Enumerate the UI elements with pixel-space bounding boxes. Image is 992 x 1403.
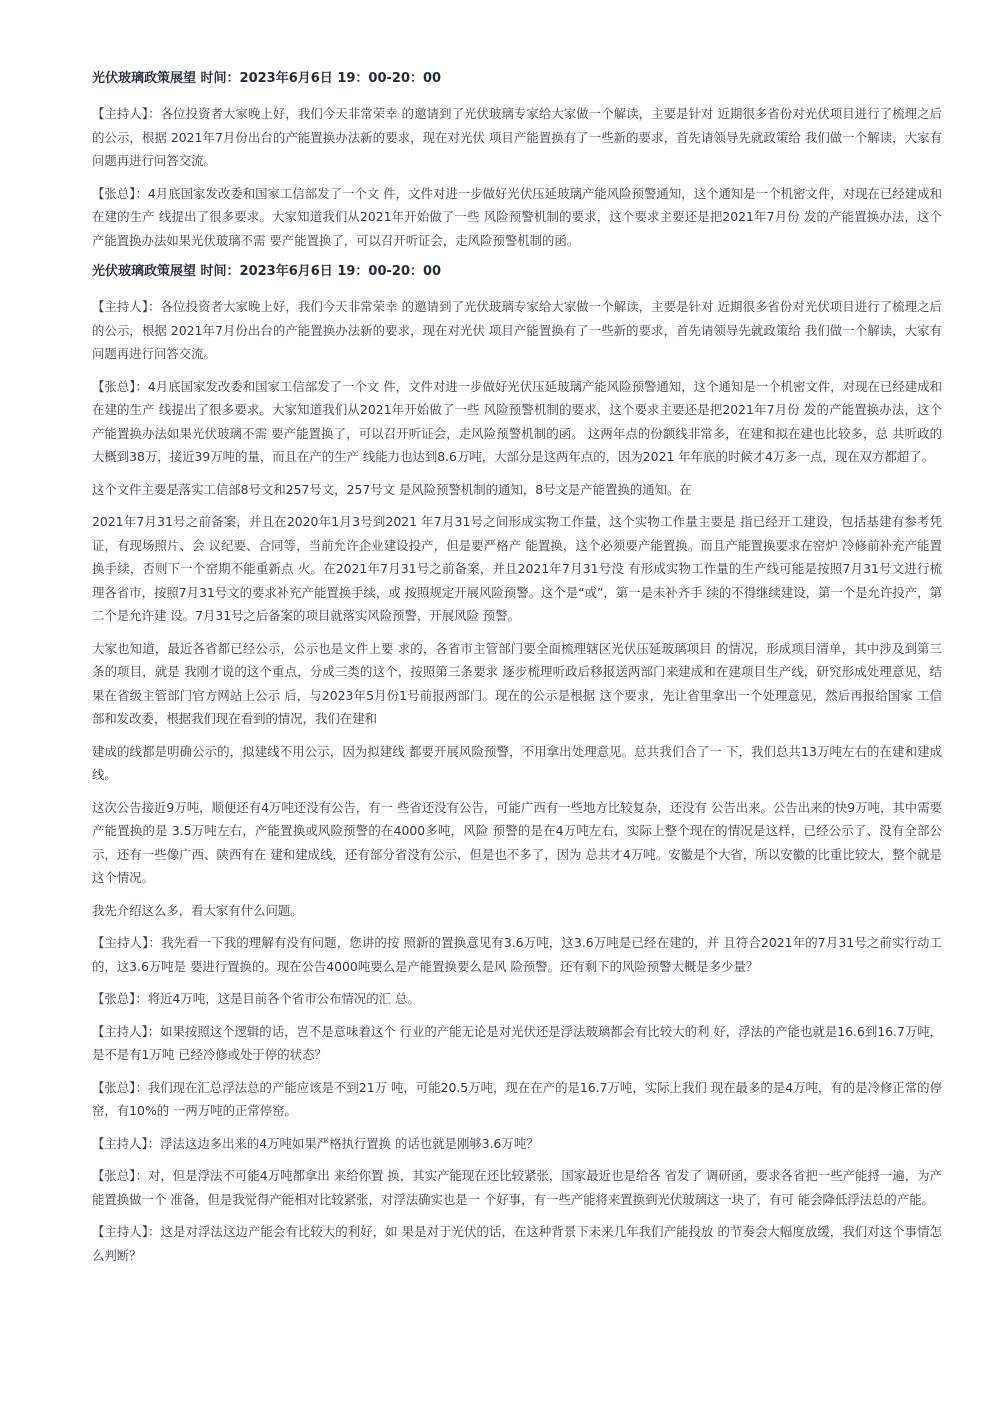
paragraph: 【张总】：我们现在汇总浮法总的产能应该是不到21万 吨，可能20.5万吨，现在在产的是16.7万吨，实际上我们 现在最多的是4万吨，有的是冷修正常的停窑，有10%的 一两万吨的正常停窑。 (92, 1079, 942, 1118)
paragraph-zhang-intro: 【张总】：4月底国家发改委和国家工信部发了一个文 件，文件对进一步做好光伏压延玻璃产能风险预警通知，这个通知是一个机密文件，对现在已经建成和在建的生产 线提出了很多要求。大家知道我们从2021年开始做了一些 风险预警机制的要求，这个要求主要还是把2021年7月份 发的产能置换办法，这个产能置换办法如果光伏玻璃不需 要产能置换了，可以召开听证会，走风险预警机制的函。 (92, 185, 942, 248)
paragraph: 建成的线都是明确公示的，拟建线不用公示，因为拟建线 都要开展风险预警，不用拿出处理意见。总共我们合了一 下，我们总共13万吨左右的在建和建成线。 (92, 743, 942, 782)
paragraph: 【主持人】：如果按照这个逻辑的话，岂不是意味着这个 行业的产能无论是对光伏还是浮法玻璃都会有比较大的利 好，浮法的产能也就是16.6到16.7万吨，是不是有1万吨 已经冷修或处于停的状态？ (92, 1023, 942, 1062)
paragraph-host-intro: 【主持人】：各位投资者大家晚上好，我们今天非常荣幸 的邀请到了光伏玻璃专家给大家做一个解读，主要是针对 近期很多省份对光伏项目进行了梳理之后的公示，根据 2021年7月份出台的产能置换办法新的要求，现在对光伏 项目产能置换有了一些新的要求，首先请领导先就政策给 我们做一个解读，大家有问题再进行问答交流。 (92, 106, 942, 168)
paragraph: 【张总】：4月底国家发改委和国家工信部发了一个文 件，文件对进一步做好光伏压延玻璃产能风险预警通知，这个通知是一个机密文件，对现在已经建成和在建的生产 线提出了很多要求。大家知道我们从2021年开始做了一些 风险预警机制的要求，这个要求主要还是把2021年7月份 发的产能置换办法，这个产能置换办法如果光伏玻璃不需 要产能置换了，可以召开听证会，走风险预警机制的函。 这两年点的份额线非常多，在建和拟在建也比较多，总 共听政的大概到38万，接近39万吨的量，而且在产的生产 线能力也达到8.6万吨，大部分是这两年点的，因为2021 年年底的时候才4万多一点，现在双方都超了。 (92, 378, 942, 464)
paragraph: 大家也知道，最近各省都已经公示，公示也是文件上要 求的，各省市主管部门要全面梳理辖区光伏压延玻璃项目 的情况，形成项目清单，其中涉及到第三条的项目，就是 我刚才说的这个重点，分成三类的这个，按照第三条要求 逐步梳理听政后移报送两部门来建成和在建项目生产线，研究形成处理意见，结果在省级主管部门官方网站上公示 后，与2023年5月份1号前报两部门。现在的公示是根据 这个要求，先让省里拿出一个处理意见，然后再报给国家 工信部和发改委，根据我们现在看到的情况，我们在建和 (92, 640, 942, 726)
paragraph: 【主持人】：这是对浮法这边产能会有比较大的利好，如 果是对于光伏的话，在这种背景下未来几年我们产能投放 的节奏会大幅度放缓，我们对这个事情怎么判断？ (92, 1224, 942, 1263)
section-2 (92, 261, 942, 1267)
section-title: 光伏玻璃政策展望 时间：2023年6月6日 19：00-20：00 (92, 264, 442, 279)
section-title: 光伏玻璃政策展望 时间：2023年6月6日 19：00-20：00 (92, 71, 442, 86)
paragraph: 这个文件主要是落实工信部8号文和257号文，257号文 是风险预警机制的通知，8号文是产能置换的通知。在 (92, 481, 692, 497)
paragraph: 2021年7月31号之前备案，并且在2020年1月3号到2021 年7月31号之间形成实物工作量，这个实物工作量主要是 指已经开工建设，包括基建有参考凭证，有现场照片、会 议纪要、合同等，当前允许企业建设投产，但是要严格产 能置换，这个必须要产能置换。而且产能置换要求在窑炉 冷修前补充产能置换手续，否则下一个窑期不能重新点 火。在2021年7月31号之前备案，并且2021年7月31号没 有形成实物工作量的生产线可能是按照7月31号文进行梳 理各省市，按照7月31号文的要求补充产能置换手续，或 按照规定开展风险预警。这个是“或”，第一是未补齐手 续的不得继续建设，第一个是允许投产，第二个是允许建 设。7月31号之后备案的项目就落实风险预警，开展风险 预警。 (92, 514, 942, 623)
section-1 (92, 68, 942, 252)
paragraph: 【张总】：对，但是浮法不可能4万吨都拿出 来给你置 换，其实产能现在还比较紧张，国家最近也是给各 省发了 调研函，要求各省把一些产能捋一遍，为产能置换做一个 准备，但是我觉得产能相对比较紧张，对浮法确实也是一 个好事，有一些产能将来置换到光伏玻璃这一块了，有可 能会降低浮法总的产能。 (92, 1168, 942, 1207)
paragraph: 我先介绍这么多，看大家有什么问题。 (92, 902, 303, 918)
paragraph: 【主持人】：我先看一下我的理解有没有问题，您讲的按 照新的置换意见有3.6万吨，这3.6万吨是已经在建的，并 且符合2021年的7月31号之前实行动工的，这3.6万吨是 要进行置换的。现在公告4000吨要么是产能置换要么是风 险预警。还有剩下的风险预警大概是多少量？ (92, 935, 942, 974)
paragraph: 这次公告接近9万吨，顺便还有4万吨还没有公告，有一 些省还没有公告，可能广西有一些地方比较复杂，还没有 公告出来。公告出来的快9万吨，其中需要产能置换的是 3.5万吨左右，产能置换或风险预警的在4000多吨，风险 预警的是在4万吨左右，实际上整个现在的情况是这样，已经公示了、没有全部公示，还有一些像广西、陕西有在 建和建成线，还有部分省没有公示，但是也不多了，因为 总共才4万吨。安徽是个大省，所以安徽的比重比较大，整个就是这个情况。 (92, 799, 942, 885)
paragraph: 【主持人】：各位投资者大家晚上好，我们今天非常荣幸 的邀请到了光伏玻璃专家给大家做一个解读，主要是针对 近期很多省份对光伏项目进行了梳理之后的公示，根据 2021年7月份出台的产能置换办法新的要求，现在对光伏 项目产能置换有了一些新的要求，首先请领导先就政策给 我们做一个解读，大家有问题再进行问答交流。 (92, 299, 942, 361)
paragraph: 【张总】：将近4万吨，这是目前各个省市公布情况的汇 总。 (92, 991, 420, 1006)
paragraph: 【主持人】：浮法这边多出来的4万吨如果严格执行置换 的话也就是刚够3.6万吨？ (92, 1135, 539, 1151)
